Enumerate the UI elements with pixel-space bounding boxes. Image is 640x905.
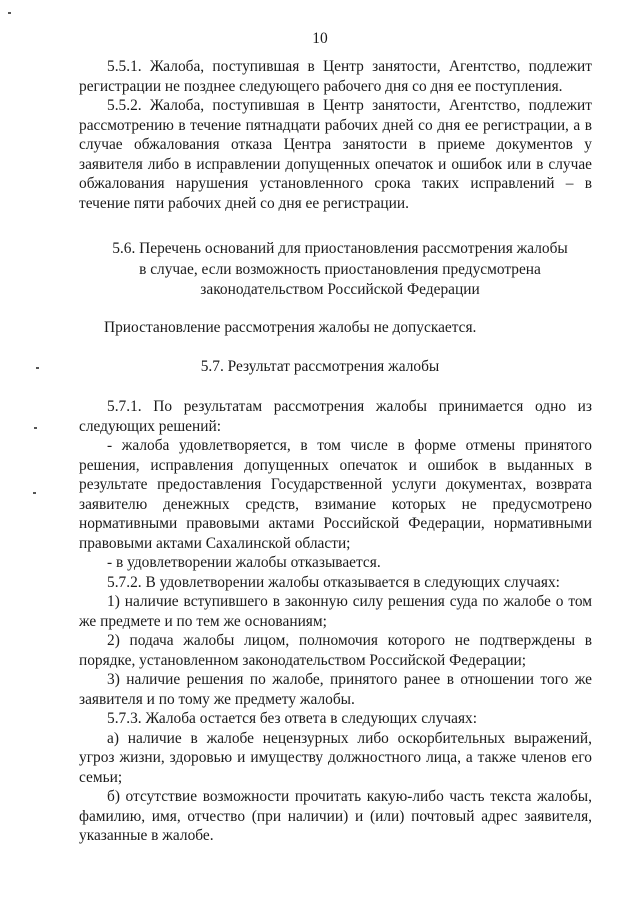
list-item-no-answer-a: а) наличие в жалобе нецензурных либо оскорбительных выражений, угроз жизни, здоровью и имуществу должностного лица, а также членов его семьи; <box>79 729 592 786</box>
scan-speck <box>8 12 11 14</box>
suspension-text: Приостановление рассмотрения жалобы не допускается. <box>104 319 477 336</box>
paragraph-5-5-2: 5.5.2. Жалоба, поступившая в Центр занятости, Агентство, подлежит рассмотрению в течение пятнадцати рабочих дней со дня ее регистрации, а в случае обжалования отказа Центра занятости в приеме документов у заявителя либо в исправлении допущенных опечаток и ошибок или в случае обжалования нарушения установленного срока таких исправлений – в течение пяти рабочих дней со дня ее регистрации. <box>79 97 592 212</box>
list-item-refusal-3: 3) наличие решения по жалобе, принятого ранее в отношении того же заявителя и по тому же предмету жалобы. <box>79 671 592 708</box>
paragraph-decision-satisfied: - жалоба удовлетворяется, в том числе в форме отмены принятого решения, исправления допущенных опечаток и ошибок в выданных в результате предоставления Государственной услуги документах, возврата заявителю денежных средств, взимание которых не предусмотрено нормативными правовыми актами Российской Федерации, нормативными правовыми актами Сахалинской области; <box>79 437 592 552</box>
paragraph-5-7-2: 5.7.2. В удовлетворении жалобы отказывается в следующих случаях: <box>107 573 560 591</box>
paragraph-5-7-3: 5.7.3. Жалоба остается без ответа в следующих случаях: <box>107 710 478 727</box>
list-item-refusal-1: 1) наличие вступившего в законную силу решения суда по жалобе о том же предмете и по тем же основаниям; <box>79 593 592 630</box>
heading-5-6: 5.6. Перечень оснований для приостановления рассмотрения жалобы в случае, если возможность приостановления предусмотрена законодательством Российской Федерации <box>112 240 568 298</box>
paragraph-5-5-1: 5.5.1. Жалоба, поступившая в Центр занятости, Агентство, подлежит регистрации не позднее следующего рабочего дня со дня ее поступления. <box>79 58 592 95</box>
paragraph-decision-refused: - в удовлетворении жалобы отказывается. <box>107 554 381 571</box>
section-5-5 <box>79 57 592 213</box>
scan-speck <box>33 492 36 494</box>
scan-speck <box>34 427 37 429</box>
heading-5-7: 5.7. Результат рассмотрения жалобы <box>200 358 440 375</box>
section-5-7 <box>79 397 592 846</box>
list-item-refusal-2: 2) подача жалобы лицом, полномочия которого не подтверждены в порядке, установленном законодательством Российской Федерации; <box>79 632 592 669</box>
list-item-no-answer-b: б) отсутствие возможности прочитать какую-либо часть текста жалобы, фамилию, имя, отчество (при наличии) и (или) почтовый адрес заявителя, указанные в жалобе. <box>79 788 592 844</box>
page-number: 10 <box>312 30 328 47</box>
paragraph-5-7-1: 5.7.1. По результатам рассмотрения жалобы принимается одно из следующих решений: <box>79 398 592 435</box>
